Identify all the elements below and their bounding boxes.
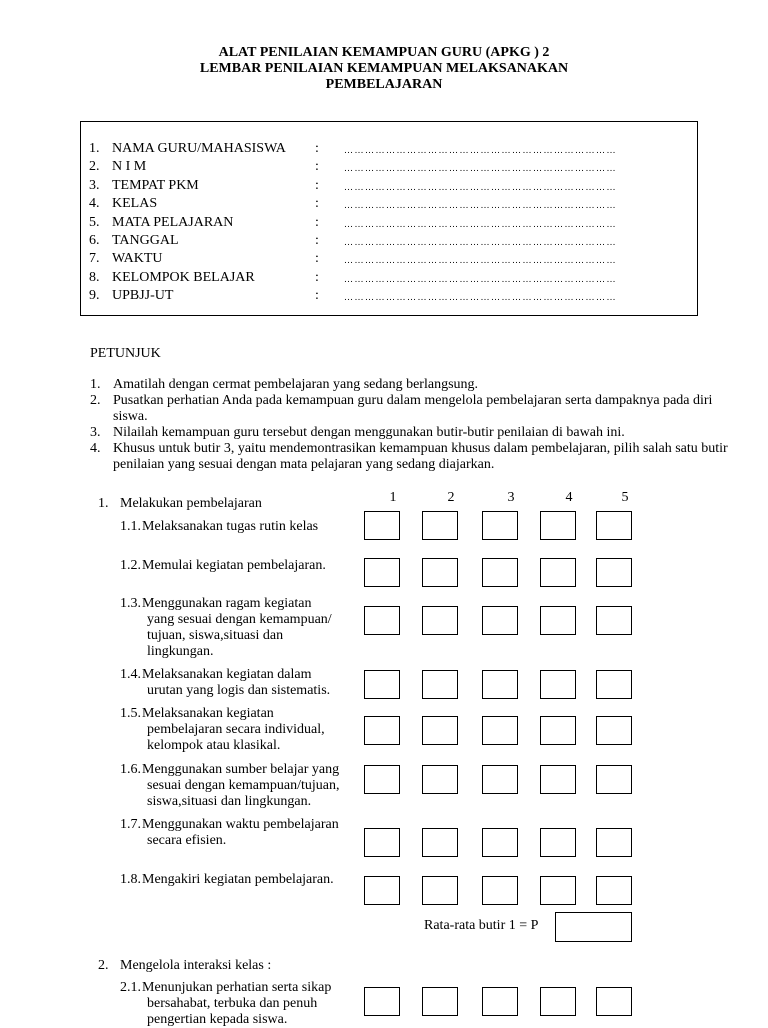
criterion-line	[120, 644, 332, 660]
instructions-heading: PETUNJUK	[90, 346, 161, 361]
criterion-line	[120, 778, 339, 794]
instruction-number: 3.	[90, 425, 101, 440]
instruction-text: siswa.	[113, 409, 148, 424]
criterion-text: Menunjukan perhatian serta sikap	[142, 980, 332, 995]
criterion-number: 2.1.	[120, 980, 141, 995]
score-checkbox-3[interactable]	[482, 558, 518, 587]
score-checkbox-1[interactable]	[364, 716, 400, 745]
identity-field-entry-line[interactable]: ……………………………………………………………………	[344, 237, 617, 247]
score-checkbox-2[interactable]	[422, 558, 458, 587]
criterion-item	[120, 558, 326, 574]
identity-field-number: 3.	[89, 177, 100, 193]
criterion-item	[120, 596, 332, 660]
score-checkbox-5[interactable]	[596, 876, 632, 905]
score-checkbox-3[interactable]	[482, 606, 518, 635]
criterion-text: pengertian kepada siswa.	[147, 1012, 288, 1027]
instruction-number: 2.	[90, 393, 101, 408]
score-checkbox-5[interactable]	[596, 511, 632, 540]
identity-field-number: 8.	[89, 269, 100, 285]
score-checkbox-5[interactable]	[596, 606, 632, 635]
criterion-text: siswa,situasi dan lingkungan.	[147, 794, 312, 809]
identity-field-colon: :	[315, 177, 319, 193]
identity-field-entry-line[interactable]: ……………………………………………………………………	[344, 273, 617, 284]
criterion-text: Mengakiri kegiatan pembelajaran.	[142, 872, 334, 887]
identity-field-text: NAMA GURU/MAHASISWA	[112, 141, 286, 156]
identity-field-colon: :	[315, 233, 319, 248]
scale-number: 2	[447, 490, 455, 505]
identity-field-text: MATA PELAJARAN	[112, 214, 234, 230]
identity-field-label	[89, 140, 286, 158]
criterion-line	[120, 738, 325, 754]
criterion-line	[120, 519, 318, 535]
criterion-text: pembelajaran secara individual,	[147, 722, 325, 737]
score-checkbox-2[interactable]	[422, 606, 458, 635]
identity-field-entry-line[interactable]: ……………………………………………………………………	[344, 181, 617, 192]
identity-field-label	[89, 214, 233, 232]
score-checkbox-5[interactable]	[596, 828, 632, 857]
criterion-item	[120, 706, 325, 754]
score-checkbox-4[interactable]	[540, 558, 576, 587]
instruction-text: Amatilah dengan cermat pembelajaran yang sedang berlangsung.	[113, 377, 479, 392]
score-checkbox-1[interactable]	[364, 876, 400, 905]
criterion-text: tujuan, siswa,situasi dan	[147, 628, 284, 643]
criterion-text: bersahabat, terbuka dan penuh	[147, 996, 318, 1011]
identity-field-label	[89, 250, 163, 268]
identity-field-text: KELAS	[112, 196, 158, 212]
identity-field-text: N I M	[112, 159, 147, 175]
score-checkbox-4[interactable]	[540, 987, 576, 1016]
score-checkbox-5[interactable]	[596, 670, 632, 699]
score-checkbox-4[interactable]	[540, 670, 576, 699]
criterion-line	[120, 872, 334, 888]
score-checkbox-3[interactable]	[482, 828, 518, 857]
criterion-line	[120, 762, 339, 778]
identity-field-entry-line[interactable]: ……………………………………………………………………	[344, 145, 617, 155]
identity-field-label	[89, 287, 173, 305]
score-checkbox-2[interactable]	[422, 987, 458, 1016]
criterion-line	[120, 612, 332, 628]
score-checkbox-1[interactable]	[364, 828, 400, 857]
criterion-line	[120, 628, 332, 644]
criterion-text: Menggunakan ragam kegiatan	[142, 596, 312, 611]
score-checkbox-2[interactable]	[422, 670, 458, 699]
score-checkbox-1[interactable]	[364, 511, 400, 540]
identity-field-text: KELOMPOK BELAJAR	[112, 269, 255, 285]
identity-field-colon: :	[315, 214, 319, 230]
criterion-line	[120, 558, 326, 574]
average-label: Rata-rata butir 1 = P	[424, 918, 539, 933]
score-checkbox-1[interactable]	[364, 558, 400, 587]
criterion-line	[120, 706, 325, 722]
identity-field-entry-line[interactable]: ……………………………………………………………………	[344, 200, 617, 211]
score-checkbox-2[interactable]	[422, 765, 458, 794]
identity-field-colon: :	[315, 269, 319, 285]
criterion-item	[120, 667, 330, 699]
identity-field-text: TANGGAL	[112, 233, 179, 248]
criterion-number: 1.8.	[120, 872, 141, 887]
identity-field-label	[89, 177, 199, 195]
identity-field-text: WAKTU	[112, 251, 163, 267]
identity-field-entry-line[interactable]: ……………………………………………………………………	[344, 218, 617, 229]
instruction-text: Nilailah kemampuan guru tersebut dengan menggunakan butir-butir penilaian di bawah ini.	[113, 425, 625, 440]
score-checkbox-4[interactable]	[540, 606, 576, 635]
criterion-text: Menggunakan sumber belajar yang	[142, 762, 340, 777]
criterion-text: Melaksanakan kegiatan dalam	[142, 667, 312, 682]
identity-field-number: 1.	[89, 141, 100, 156]
identity-field-entry-line[interactable]: ……………………………………………………………………	[344, 292, 617, 303]
criterion-text: Melaksanakan tugas rutin kelas	[142, 519, 319, 534]
criterion-line	[120, 833, 339, 849]
score-checkbox-1[interactable]	[364, 987, 400, 1016]
criterion-text: yang sesuai dengan kemampuan/	[147, 612, 332, 627]
form-title-line-2: LEMBAR PENILAIAN KEMAMPUAN MELAKSANAKAN	[199, 61, 569, 76]
identity-field-number: 6.	[89, 233, 100, 248]
criterion-item	[120, 872, 334, 888]
scale-number: 3	[507, 490, 515, 505]
score-checkbox-2[interactable]	[422, 511, 458, 540]
identity-field-label	[89, 158, 146, 176]
scale-number: 5	[621, 490, 629, 505]
criterion-item	[120, 980, 331, 1028]
instruction-text: Pusatkan perhatian Anda pada kemampuan guru dalam mengelola pembelajaran serta dampaknya pada diri	[113, 393, 713, 408]
criterion-line	[120, 667, 330, 683]
identity-field-label	[89, 232, 179, 250]
criterion-line	[120, 596, 332, 612]
criterion-number: 1.7.	[120, 817, 141, 832]
criterion-number: 1.6.	[120, 762, 141, 777]
identity-field-colon: :	[315, 141, 319, 156]
identity-field-entry-line[interactable]: ……………………………………………………………………	[344, 163, 617, 174]
identity-field-number: 7.	[89, 251, 100, 267]
identity-field-colon: :	[315, 196, 319, 212]
criterion-text: secara efisien.	[147, 833, 227, 848]
criterion-number: 1.1.	[120, 519, 141, 534]
score-checkbox-3[interactable]	[482, 765, 518, 794]
identity-field-text: UPBJJ-UT	[112, 288, 174, 304]
criterion-text: Menggunakan waktu pembelajaran	[142, 817, 339, 832]
score-checkbox-4[interactable]	[540, 765, 576, 794]
score-checkbox-3[interactable]	[482, 876, 518, 905]
criterion-text: Memulai kegiatan pembelajaran.	[142, 558, 326, 573]
identity-field-label	[89, 195, 157, 213]
instruction-number: 4.	[90, 441, 101, 456]
identity-field-colon: :	[315, 251, 319, 267]
score-checkbox-3[interactable]	[482, 987, 518, 1016]
score-checkbox-2[interactable]	[422, 876, 458, 905]
score-checkbox-5[interactable]	[596, 558, 632, 587]
score-checkbox-4[interactable]	[540, 828, 576, 857]
score-checkbox-4[interactable]	[540, 511, 576, 540]
criterion-line	[120, 722, 325, 738]
criterion-line	[120, 817, 339, 833]
criterion-number: 1.3.	[120, 596, 141, 611]
criterion-number: 1.2.	[120, 558, 141, 573]
score-checkbox-5[interactable]	[596, 987, 632, 1016]
identity-field-entry-line[interactable]: ……………………………………………………………………	[344, 255, 617, 266]
score-checkbox-4[interactable]	[540, 876, 576, 905]
section-2-number: 2.	[98, 958, 109, 973]
identity-field-label	[89, 269, 255, 287]
score-checkbox-5[interactable]	[596, 716, 632, 745]
criterion-line	[120, 794, 339, 810]
criterion-item	[120, 519, 318, 535]
criterion-item	[120, 762, 339, 810]
criterion-text: Melaksanakan kegiatan	[142, 706, 274, 721]
criterion-number: 1.4.	[120, 667, 141, 682]
score-checkbox-2[interactable]	[422, 716, 458, 745]
score-checkbox-1[interactable]	[364, 765, 400, 794]
average-score-box[interactable]	[555, 912, 632, 942]
criterion-line	[120, 1012, 331, 1028]
section-2-title: Mengelola interaksi kelas :	[120, 958, 272, 973]
score-checkbox-4[interactable]	[540, 716, 576, 745]
score-checkbox-5[interactable]	[596, 765, 632, 794]
criterion-number: 1.5.	[120, 706, 141, 721]
criterion-text: lingkungan.	[147, 644, 214, 659]
identity-field-colon: :	[315, 159, 319, 175]
form-title-line-1: ALAT PENILAIAN KEMAMPUAN GURU (APKG ) 2	[218, 45, 550, 60]
criterion-line	[120, 996, 331, 1012]
criterion-text: kelompok atau klasikal.	[147, 738, 281, 753]
instruction-number: 1.	[90, 377, 101, 392]
scale-number: 4	[565, 490, 573, 505]
score-checkbox-3[interactable]	[482, 511, 518, 540]
form-title-line-3: PEMBELAJARAN	[325, 77, 443, 92]
score-checkbox-1[interactable]	[364, 670, 400, 699]
identity-field-number: 9.	[89, 288, 100, 304]
identity-field-number: 4.	[89, 196, 100, 212]
instruction-text: penilaian yang sesuai dengan mata pelajaran yang sedang diajarkan.	[113, 457, 495, 472]
criterion-text: sesuai dengan kemampuan/tujuan,	[147, 778, 340, 793]
section-1-number: 1.	[98, 496, 109, 511]
identity-field-text: TEMPAT PKM	[112, 177, 199, 193]
criterion-line	[120, 683, 330, 699]
criterion-item	[120, 817, 339, 849]
score-checkbox-3[interactable]	[482, 716, 518, 745]
score-checkbox-3[interactable]	[482, 670, 518, 699]
score-checkbox-1[interactable]	[364, 606, 400, 635]
instruction-text: Khusus untuk butir 3, yaitu mendemontrasikan kemampuan khusus dalam pembelajaran, pilih salah satu butir	[113, 441, 728, 456]
identity-field-number: 2.	[89, 159, 100, 175]
identity-field-number: 5.	[89, 214, 100, 230]
score-checkbox-2[interactable]	[422, 828, 458, 857]
identity-field-colon: :	[315, 288, 319, 304]
criterion-line	[120, 980, 331, 996]
criterion-text: urutan yang logis dan sistematis.	[147, 683, 331, 698]
scale-number: 1	[389, 490, 397, 505]
section-1-title: Melakukan pembelajaran	[120, 496, 262, 511]
